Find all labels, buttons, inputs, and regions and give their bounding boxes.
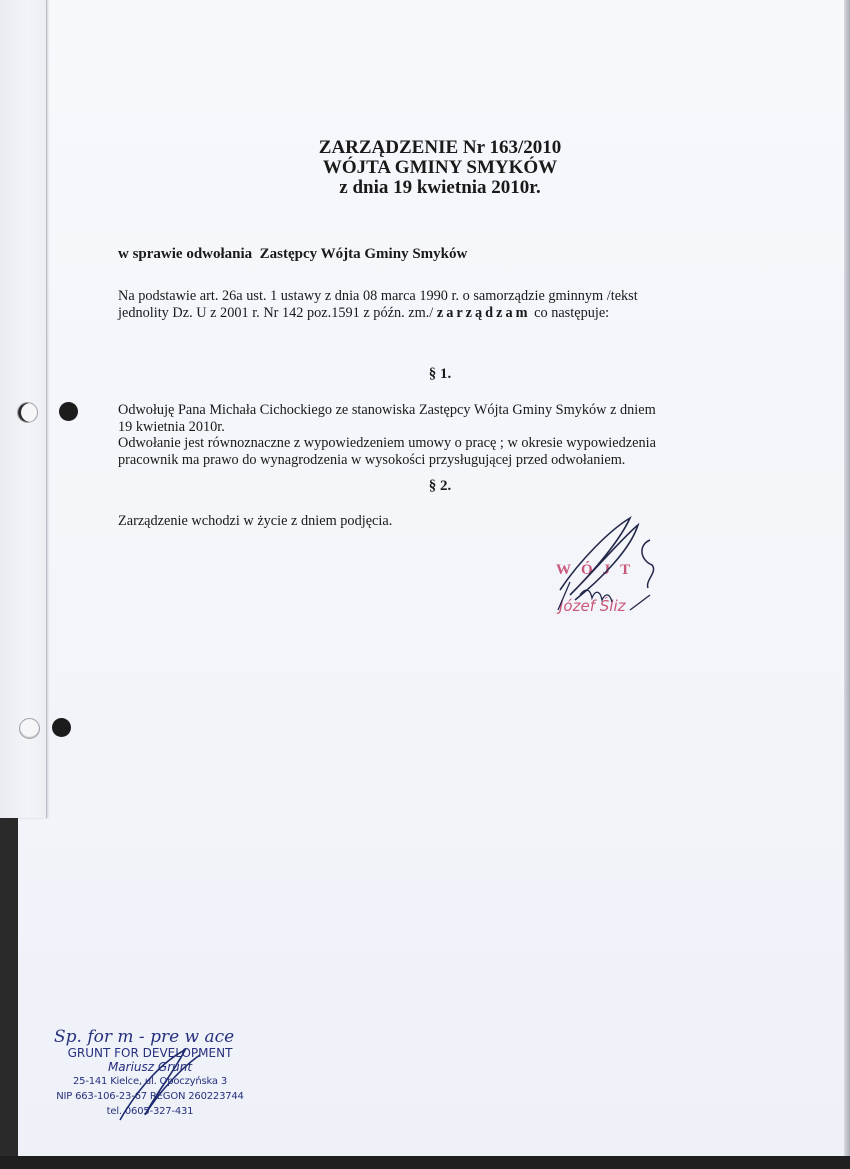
heading-line-1: ZARZĄDZENIE Nr 163/2010: [318, 137, 562, 158]
punch-hole-icon: [17, 402, 38, 423]
company-handwritten-note: Sp. for m - pre w ace: [54, 1027, 235, 1047]
legal-basis-line-2: jednolity Dz. U z 2001 r. Nr 142 poz.1591 z późn. zm./ zarządzam co następuje:: [118, 304, 610, 321]
document-heading: [0, 138, 850, 198]
company-name: GRUNT FOR DEVELOPMENT: [67, 1046, 233, 1060]
section-1-mark: § 1.: [428, 366, 452, 382]
legal-basis-line-1: Na podstawie art. 26a ust. 1 ustawy z dnia 08 marca 1990 r. o samorządzie gminnym /tekst: [118, 288, 638, 304]
stamp-title: WÓJT: [556, 562, 641, 578]
legal-basis-paragraph: [118, 288, 768, 321]
section-2-body: Zarządzenie wchodzi w życie z dniem podjęcia.: [118, 513, 393, 529]
heading-line-2: WÓJTA GMINY SMYKÓW: [322, 157, 558, 178]
section-1-line: Odwołanie jest równoznaczne z wypowiedzeniem umowy o pracę ; w okresie wypowiedzenia: [118, 435, 656, 451]
section-2-mark: § 2.: [428, 478, 452, 494]
company-address: 25-141 Kielce, ul. Opoczyńska 3: [73, 1076, 227, 1087]
heading-line-3: z dnia 19 kwietnia 2010r.: [339, 177, 541, 198]
company-owner: Mariusz Grunt: [107, 1060, 193, 1074]
zarzadzam-emphasis: zarządzam: [436, 304, 531, 321]
scan-border: [0, 1156, 850, 1169]
section-1-body: [118, 402, 768, 468]
punch-hole-icon: [59, 402, 78, 421]
section-1-line: Odwołuję Pana Michała Cichockiego ze stanowiska Zastępcy Wójta Gminy Smyków z dniem: [118, 402, 656, 418]
company-ids: NIP 663-106-23-67 REGON 260223744: [56, 1091, 244, 1102]
company-signature-icon: [115, 1045, 225, 1125]
section-1-line: 19 kwietnia 2010r.: [118, 418, 225, 435]
section-1-line: pracownik ma prawo do wynagrodzenia w wysokości przysługującej przed odwołaniem.: [118, 451, 626, 468]
company-phone: tel. 0605-327-431: [106, 1106, 194, 1117]
punch-hole-icon: [19, 718, 40, 739]
document-subject: w sprawie odwołania Zastępcy Wójta Gminy Smyków: [118, 246, 468, 262]
stamp-name: Józef Śliz: [559, 597, 626, 615]
handwritten-signature-icon: [540, 510, 680, 620]
punch-hole-icon: [52, 718, 71, 737]
